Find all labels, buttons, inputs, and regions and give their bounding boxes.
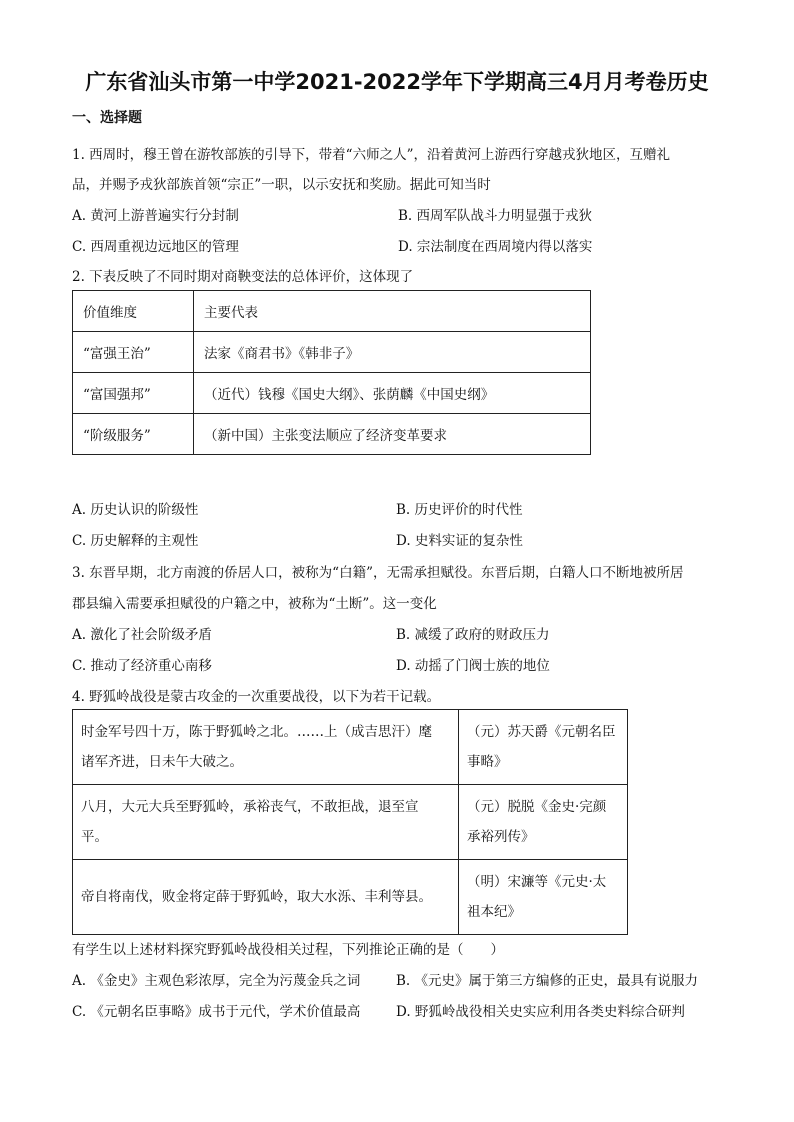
table-header-row [73, 291, 591, 332]
record-text-line: 诸军齐进，日未午大破之。 [81, 754, 243, 770]
q1-option-a[interactable]: A. 黄河上游普遍实行分封制 [72, 208, 239, 224]
q3-option-a[interactable]: A. 激化了社会阶级矛盾 [72, 627, 212, 643]
table-cell: “富国强邦” [73, 373, 194, 414]
table-row [73, 860, 628, 935]
table-cell: 法家《商君书》《韩非子》 [194, 332, 591, 373]
q3-option-d[interactable]: D. 动摇了门阀士族的地位 [396, 658, 550, 674]
table-row [73, 332, 591, 373]
record-source-cell [459, 785, 628, 860]
table-cell: （新中国）主张变法顺应了经济变革要求 [194, 414, 591, 455]
record-text-line: 时金军号四十万，陈于野狐岭之北。……上（成吉思汗）麾 [81, 724, 432, 740]
record-text-cell [73, 860, 459, 935]
table-row [73, 785, 628, 860]
q4-question: 有学生以上述材料探究野狐岭战役相关过程，下列推论正确的是（ ） [72, 942, 504, 958]
table-cell: “阶级服务” [73, 414, 194, 455]
table-header-cell: 主要代表 [194, 291, 591, 332]
record-text-cell [73, 785, 459, 860]
q4-option-b[interactable]: B. 《元史》属于第三方编修的正史，最具有说服力 [396, 973, 699, 989]
q2-option-c[interactable]: C. 历史解释的主观性 [72, 533, 199, 549]
record-text-line: 八月，大元大兵至野狐岭，承裕丧气，不敢拒战，退至宣 [81, 799, 419, 815]
q3-stem-line-1: 3. 东晋早期，北方南渡的侨居人口，被称为“白籍”，无需承担赋役。东晋后期，白籍人口不断地被所居 [72, 565, 684, 581]
record-source-cell [459, 710, 628, 785]
q4-option-c[interactable]: C. 《元朝名臣事略》成书于元代，学术价值最高 [72, 1004, 361, 1020]
record-text-line: 帝自将南伐，败金将定薛于野狐岭，取大水泺、丰利等县。 [81, 889, 432, 905]
page-title: 广东省汕头市第一中学2021-2022学年下学期高三4月月考卷历史 [85, 70, 709, 94]
record-source-line: （元）苏天爵《元朝名臣 [467, 724, 616, 740]
table-header-cell: 价值维度 [73, 291, 194, 332]
record-source-line: 祖本纪》 [467, 904, 521, 920]
table-row [73, 414, 591, 455]
q1-stem-line-2: 品，并赐予戎狄部族首领“宗正”一职，以示安抚和奖励。据此可知当时 [72, 177, 491, 193]
record-source-line: （元）脱脱《金史·完颜 [467, 799, 607, 815]
record-source-line: 承裕列传》 [467, 829, 535, 845]
q2-option-d[interactable]: D. 史料实证的复杂性 [396, 533, 523, 549]
q1-stem-line-1: 1. 西周时，穆王曾在游牧部族的引导下，带着“六师之人”，沿着黄河上游西行穿越戎狄地区，互赠礼 [72, 147, 670, 163]
q4-option-d[interactable]: D. 野狐岭战役相关史实应利用各类史料综合研判 [396, 1004, 685, 1020]
table-row [73, 710, 628, 785]
q2-table [72, 290, 591, 455]
q4-table [72, 709, 628, 935]
q2-option-a[interactable]: A. 历史认识的阶级性 [72, 502, 199, 518]
section-heading: 一、选择题 [72, 110, 142, 126]
q2-stem: 2. 下表反映了不同时期对商鞅变法的总体评价，这体现了 [72, 269, 414, 285]
record-text-line: 平。 [81, 829, 108, 845]
q3-stem-line-2: 郡县编入需要承担赋役的户籍之中，被称为“土断”。这一变化 [72, 596, 437, 612]
q2-option-b[interactable]: B. 历史评价的时代性 [396, 502, 523, 518]
table-cell: “富强王治” [73, 332, 194, 373]
q4-stem: 4. 野狐岭战役是蒙古攻金的一次重要战役，以下为若干记载。 [72, 689, 441, 705]
record-source-cell [459, 860, 628, 935]
record-source-line: 事略》 [467, 754, 508, 770]
table-row [73, 373, 591, 414]
table-cell: （近代）钱穆《国史大纲》、张荫麟《中国史纲》 [194, 373, 591, 414]
record-text-cell [73, 710, 459, 785]
record-source-line: （明）宋濂等《元史·太 [467, 874, 607, 890]
q3-option-c[interactable]: C. 推动了经济重心南移 [72, 658, 212, 674]
q1-option-d[interactable]: D. 宗法制度在西周境内得以落实 [398, 239, 593, 255]
q4-option-a[interactable]: A. 《金史》主观色彩浓厚，完全为污蔑金兵之词 [72, 973, 361, 989]
q3-option-b[interactable]: B. 减缓了政府的财政压力 [396, 627, 550, 643]
q1-option-c[interactable]: C. 西周重视边远地区的管理 [72, 239, 239, 255]
q1-option-b[interactable]: B. 西周军队战斗力明显强于戎狄 [398, 208, 593, 224]
